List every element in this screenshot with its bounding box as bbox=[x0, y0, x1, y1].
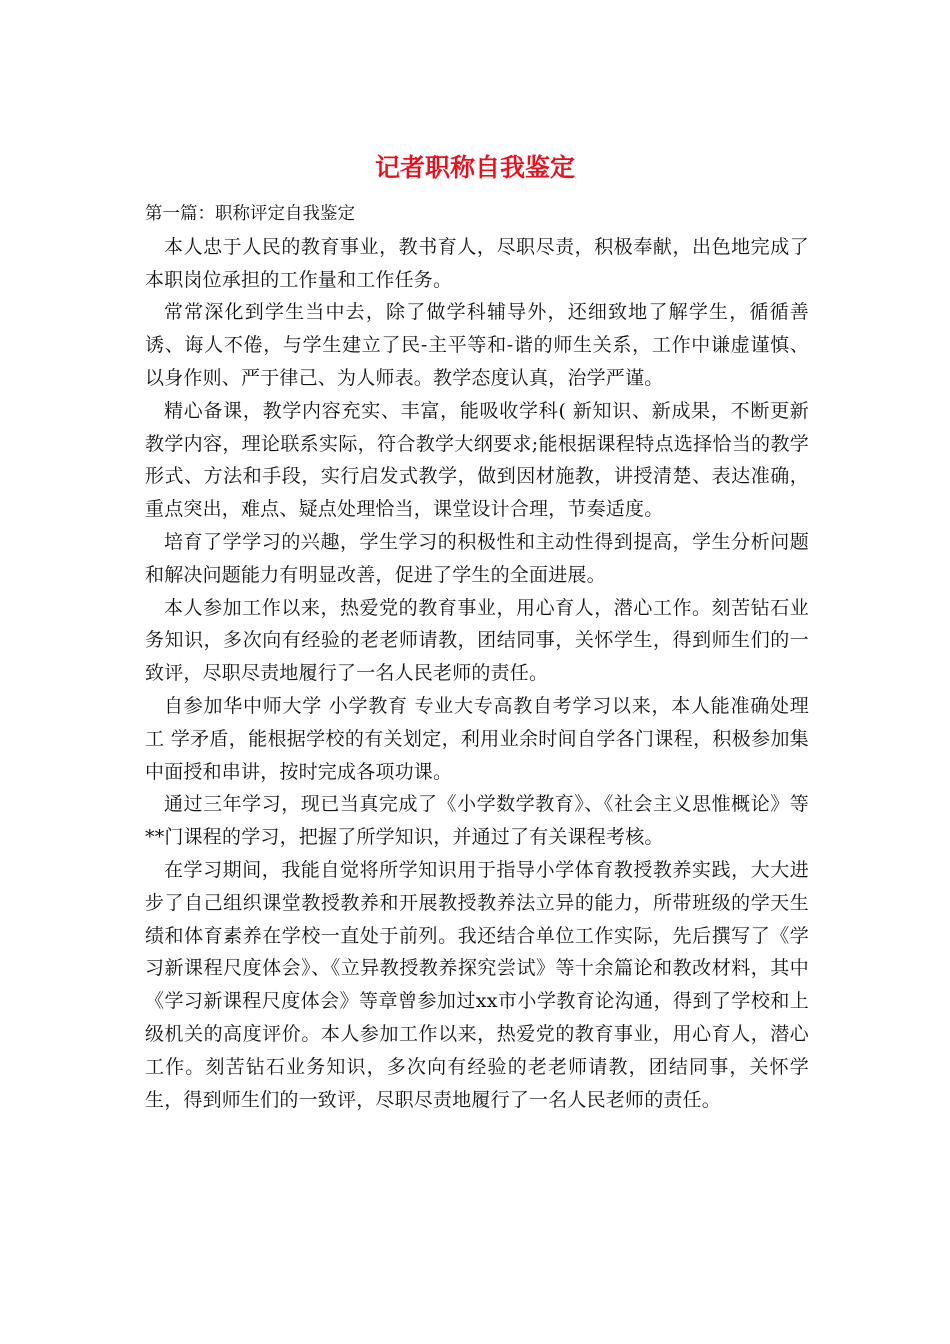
document-body bbox=[145, 198, 809, 1116]
paragraph-3: 精心备课，教学内容充实、丰富，能吸收学科( 新知识、新成果，不断更新教学内容，理论联系实际，符合教学大纲要求;能根据课程特点选择恰当的教学形式、方法和手段，实行启发式教学，做到因材施教，讲授清楚、表达准确，重点突出，难点、疑点处理恰当，课堂设计合理，节奏适度。 bbox=[145, 399, 809, 521]
paragraph-1: 本人忠于人民的教育事业，教书育人，尽职尽责，积极奉献，出色地完成了本职岗位承担的工作量和工作任务。 bbox=[145, 235, 809, 291]
paragraph-4: 培育了学学习的兴趣，学生学习的积极性和主动性得到提高，学生分析问题和解决问题能力有明显改善，促进了学生的全面进展。 bbox=[145, 530, 809, 586]
paragraph-2: 常常深化到学生当中去，除了做学科辅导外，还细致地了解学生，循循善诱、诲人不倦，与学生建立了民-主平等和-谐的师生关系，工作中谦虚谨慎、以身作则、严于律己、为人师表。教学态度认真，治学严谨。 bbox=[145, 301, 809, 389]
section-heading: 第一篇：职称评定自我鉴定 bbox=[145, 204, 355, 224]
paragraph-8: 在学习期间，我能自觉将所学知识用于指导小学体育教授教养实践，大大进步了自己组织课堂教授教养和开展教授教养法立异的能力，所带班级的学天生绩和体育素养在学校一直处于前列。我还结合单位工作实际，先后撰写了《学习新课程尺度体会》、《立异教授教养探究尝试》等十余篇论和教改材料，其中《学习新课程尺度体会》等章曾参加过xx市小学教育论沟通，得到了学校和上级机关的高度评价。本人参加工作以来，热爱党的教育事业，用心育人，潜心工作。刻苦钻石业务知识，多次向有经验的老老师请教，团结同事，关怀学生，得到师生们的一致评，尽职尽责地履行了一名人民老师的责任。 bbox=[145, 858, 809, 1111]
paragraph-7: 通过三年学习，现已当真完成了《小学数学教育》、《社会主义思惟概论》等**门课程的学习，把握了所学知识，并通过了有关课程考核。 bbox=[145, 793, 809, 849]
paragraph-5: 本人参加工作以来，热爱党的教育事业，用心育人，潜心工作。刻苦钻石业务知识，多次向有经验的老老师请教，团结同事，关怀学生，得到师生们的一致评，尽职尽责地履行了一名人民老师的责任。 bbox=[145, 596, 809, 685]
document-title: 记者职称自我鉴定 bbox=[374, 153, 575, 182]
paragraph-6: 自参加华中师大学 小学教育 专业大专高教自考学习以来，本人能准确处理工 学矛盾，能根据学校的有关划定，利用业余时间自学各门课程，积极参加集中面授和串讲，按时完成各项功课。 bbox=[145, 694, 809, 783]
